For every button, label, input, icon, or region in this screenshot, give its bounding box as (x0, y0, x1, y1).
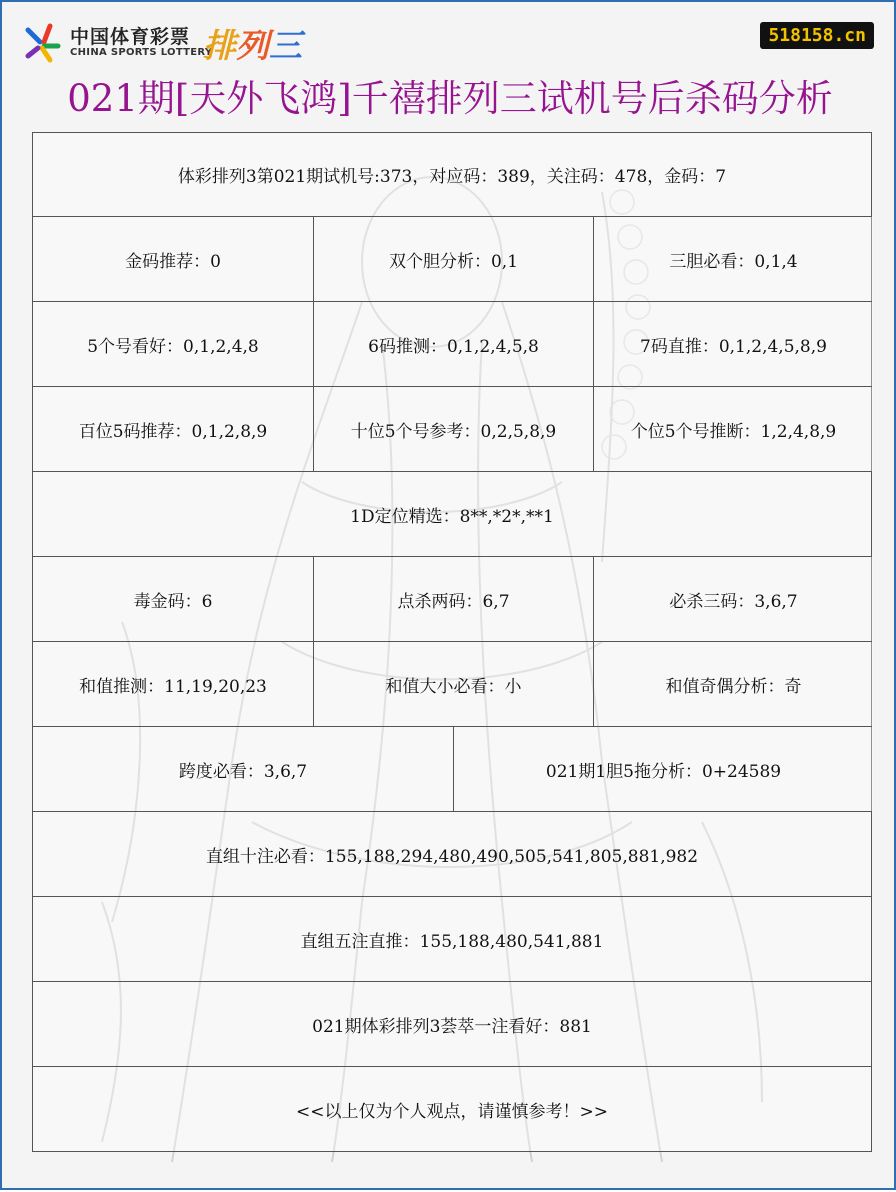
table-row (32, 217, 872, 302)
page-title: 021期[天外飞鸿]千禧排列三试机号后杀码分析 (67, 77, 833, 120)
logo-brand-text (203, 20, 302, 67)
logo-brand-char-1: 排 (203, 26, 236, 65)
table-cell: 个位5个号推断：1,2,4,8,9 (593, 387, 873, 471)
table-cell: 1D定位精选：8**,*2*,**1 (33, 472, 871, 556)
table-cell: 毒金码：6 (33, 557, 313, 641)
table-cell: 十位5个号参考：0,2,5,8,9 (313, 387, 593, 471)
table-cell: 和值大小必看：小 (313, 642, 593, 726)
table-row (32, 557, 872, 642)
logo-english-text: CHINA SPORTS LOTTERY (70, 47, 213, 58)
lottery-star-icon (20, 20, 64, 64)
table-cell: 7码直推：0,1,2,4,5,8,9 (593, 302, 873, 386)
table-row (32, 642, 872, 727)
table-cell: 体彩排列3第021期试机号:373，对应码：389，关注码：478，金码：7 (33, 133, 871, 216)
table-cell: 和值推测：11,19,20,23 (33, 642, 313, 726)
site-badge[interactable]: 518158.cn (760, 22, 874, 49)
table-cell: 双个胆分析：0,1 (313, 217, 593, 301)
table-row (32, 982, 872, 1067)
table-row (32, 132, 872, 217)
table-row (32, 812, 872, 897)
logo-brand-char-3: 三 (269, 26, 302, 65)
analysis-table (32, 132, 872, 1152)
table-cell: 021期1胆5拖分析：0+24589 (453, 727, 873, 811)
table-row (32, 1067, 872, 1152)
logo-chinese-text: 中国体育彩票 (70, 26, 191, 48)
disclaimer-cell: <<以上仅为个人观点，请谨慎参考！>> (33, 1067, 871, 1151)
table-cell: 金码推荐：0 (33, 217, 313, 301)
table-cell: 直组十注必看：155,188,294,480,490,505,541,805,881,982 (33, 812, 871, 896)
table-cell: 6码推测：0,1,2,4,5,8 (313, 302, 593, 386)
table-cell: 和值奇偶分析：奇 (593, 642, 873, 726)
table-cell: 点杀两码：6,7 (313, 557, 593, 641)
table-row (32, 727, 872, 812)
table-row (32, 897, 872, 982)
table-cell: 百位5码推荐：0,1,2,8,9 (33, 387, 313, 471)
table-cell: 三胆必看：0,1,4 (593, 217, 873, 301)
table-cell: 直组五注直推：155,188,480,541,881 (33, 897, 871, 981)
logo-brand-char-2: 列 (236, 26, 269, 65)
table-cell: 必杀三码：3,6,7 (593, 557, 873, 641)
table-row (32, 302, 872, 387)
table-cell: 跨度必看：3,6,7 (33, 727, 453, 811)
table-row (32, 472, 872, 557)
china-sports-lottery-logo (20, 20, 330, 64)
table-row (32, 387, 872, 472)
table-cell: 5个号看好：0,1,2,4,8 (33, 302, 313, 386)
table-cell: 021期体彩排列3荟萃一注看好：881 (33, 982, 871, 1066)
